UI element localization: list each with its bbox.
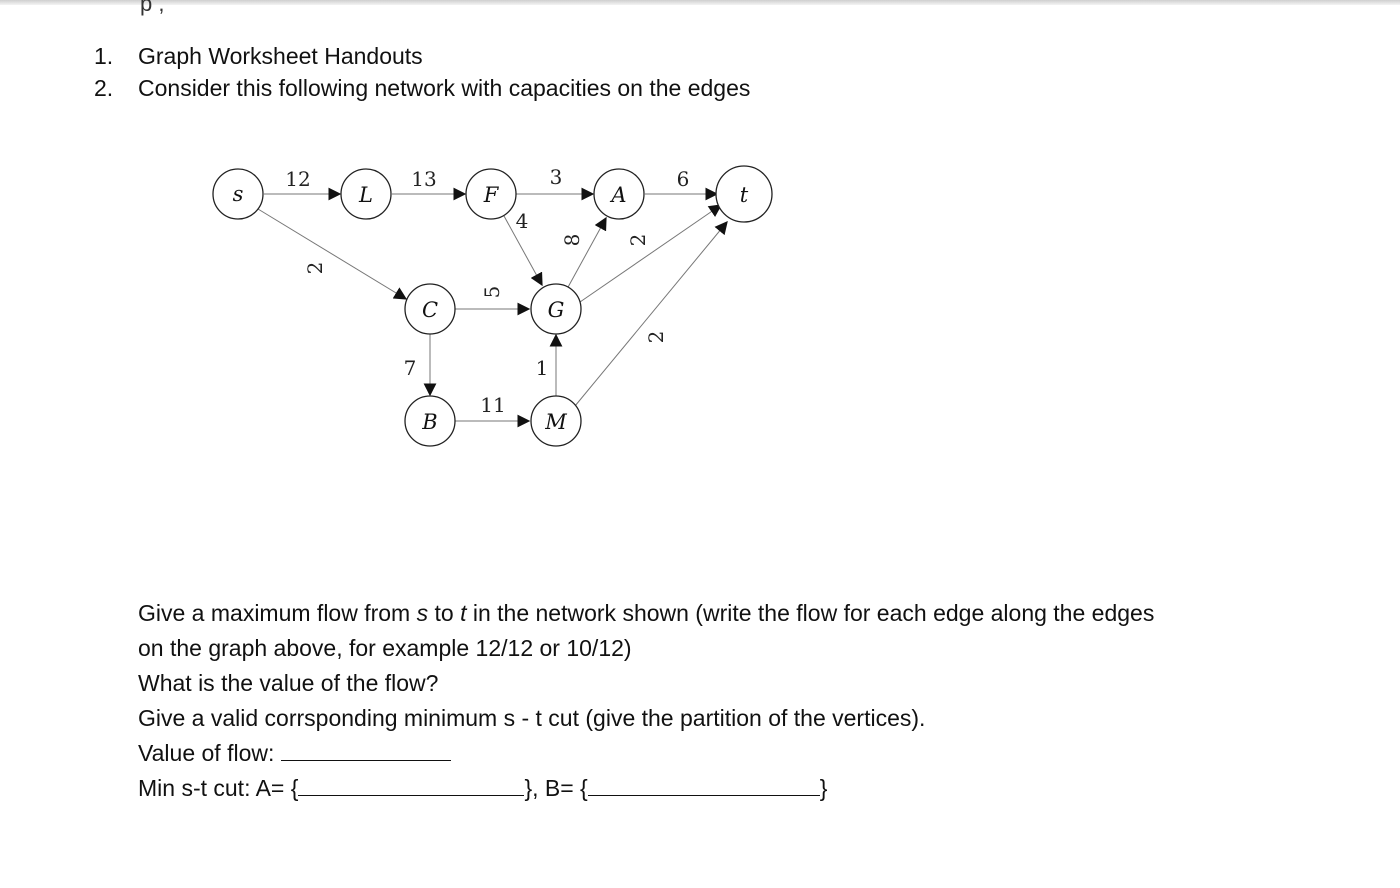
capacity-G-t: 2 xyxy=(626,233,650,247)
capacity-L-F: 13 xyxy=(411,167,437,191)
question-3: Give a valid corrsponding minimum s - t cut (give the partition of the vertices). xyxy=(138,705,926,731)
question-1-line-1: Give a maximum flow from s to t in the network shown (write the flow for each edge along the edges xyxy=(138,600,1155,626)
capacity-s-L: 12 xyxy=(285,167,311,191)
list-number: 2. xyxy=(94,75,114,101)
edge-G-t xyxy=(580,205,721,302)
node-label-B: B xyxy=(422,410,438,434)
edge-G-A xyxy=(567,218,606,289)
node-label-L: L xyxy=(359,183,373,207)
clipped-header-text: p , xyxy=(140,0,165,16)
source-symbol: s xyxy=(416,600,429,626)
capacity-A-t: 6 xyxy=(676,167,690,191)
node-label-s: s xyxy=(232,182,244,206)
capacity-B-M: 11 xyxy=(480,393,506,417)
capacity-s-C: 2 xyxy=(303,261,327,275)
cut-b-label: }, B= { xyxy=(524,775,588,801)
node-label-C: C xyxy=(421,298,439,322)
sink-symbol: t xyxy=(460,600,467,626)
capacity-F-G: 4 xyxy=(515,209,529,233)
capacity-M-t: 2 xyxy=(644,330,668,344)
list-item-text: Graph Worksheet Handouts xyxy=(138,43,423,69)
capacity-C-G: 5 xyxy=(480,285,504,299)
capacity-G-A: 8 xyxy=(560,233,584,247)
value-of-flow-blank[interactable] xyxy=(281,740,451,761)
cut-a-blank[interactable] xyxy=(298,775,524,796)
node-label-G: G xyxy=(547,298,565,322)
question-1-line-2: on the graph above, for example 12/12 or 10/12) xyxy=(138,635,632,661)
capacity-C-B: 7 xyxy=(403,356,417,380)
list-item-text: Consider this following network with capacities on the edges xyxy=(138,75,751,101)
cut-b-blank[interactable] xyxy=(588,775,820,796)
cut-a-label: Min s-t cut: A= { xyxy=(138,775,299,801)
capacity-M-G: 1 xyxy=(535,356,549,380)
value-of-flow-row xyxy=(138,738,451,768)
question-2: What is the value of the flow? xyxy=(138,670,439,696)
edge-s-C xyxy=(258,209,406,299)
node-label-A: A xyxy=(611,183,627,207)
value-of-flow-label: Value of flow: xyxy=(138,740,275,766)
list-number: 1. xyxy=(94,43,114,69)
min-cut-row xyxy=(138,773,827,803)
edge-M-t xyxy=(575,222,727,406)
cut-end-brace: } xyxy=(819,775,828,801)
node-label-M: M xyxy=(545,410,567,434)
node-label-F: F xyxy=(483,183,499,207)
node-label-t: t xyxy=(739,183,749,207)
capacity-F-A: 3 xyxy=(549,165,563,189)
